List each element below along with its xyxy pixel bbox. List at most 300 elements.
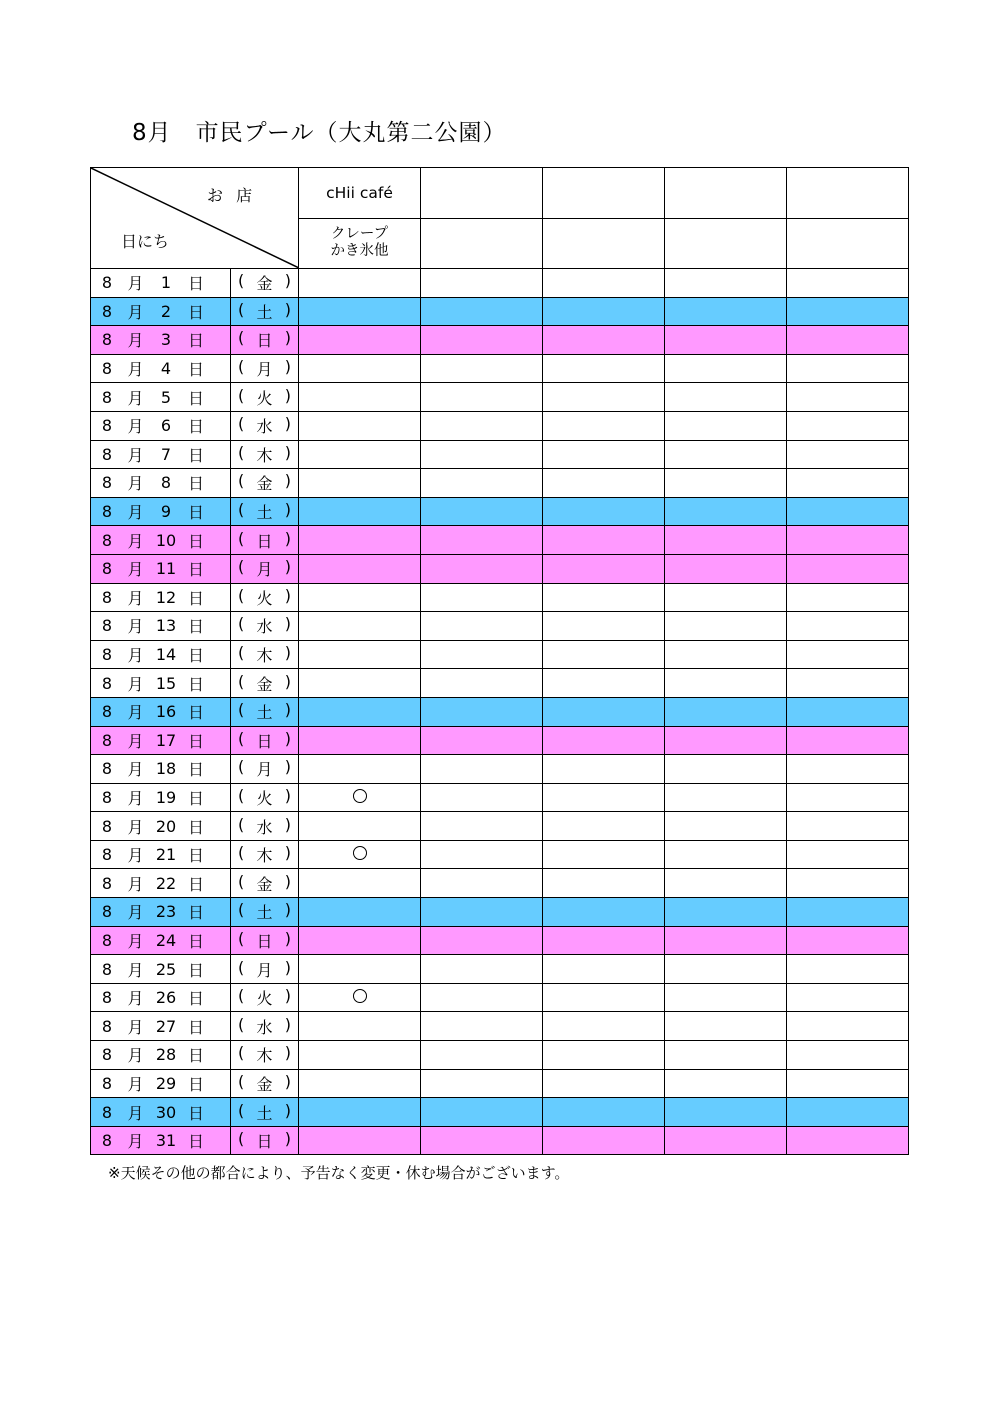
day-row <box>91 869 909 898</box>
paren-open: ( <box>238 328 245 348</box>
weekday-label: 水 <box>256 1017 273 1037</box>
shop-slot-cell <box>787 526 909 555</box>
shop-slot-cell <box>543 1069 665 1098</box>
month-label: 月 <box>127 588 144 608</box>
shop-desc-cell <box>543 218 665 269</box>
shop-slot-cell <box>665 669 787 698</box>
paren-close: ) <box>284 728 291 748</box>
month-label: 月 <box>127 531 144 551</box>
shop-slot-cell <box>299 326 421 355</box>
paren-close: ) <box>284 442 291 462</box>
month-label: 月 <box>127 1132 144 1152</box>
day-label: 日 <box>187 989 204 1009</box>
month-number: 8 <box>101 559 113 579</box>
month-label: 月 <box>127 474 144 494</box>
date-cell <box>91 955 231 984</box>
open-circle-icon <box>353 989 367 1003</box>
shop-slot-cell <box>299 983 421 1012</box>
day-label: 日 <box>187 817 204 837</box>
weekday-label: 日 <box>256 931 273 951</box>
paren-close: ) <box>284 385 291 405</box>
shop-slot-cell <box>665 383 787 412</box>
shop-slot-cell <box>665 898 787 927</box>
paren-open: ( <box>238 957 245 977</box>
paren-close: ) <box>284 528 291 548</box>
shop-slot-cell <box>421 898 543 927</box>
shop-slot-cell <box>543 812 665 841</box>
day-number: 9 <box>160 502 172 522</box>
month-number: 8 <box>101 1045 113 1065</box>
weekday-cell <box>231 697 299 726</box>
shop-slot-cell <box>543 297 665 326</box>
day-number: 16 <box>155 702 177 722</box>
shop-slot-cell <box>421 783 543 812</box>
day-row <box>91 840 909 869</box>
shop-slot-cell <box>421 840 543 869</box>
day-row <box>91 955 909 984</box>
day-label: 日 <box>187 274 204 294</box>
weekday-label: 金 <box>256 474 273 494</box>
weekday-cell <box>231 526 299 555</box>
shop-slot-cell <box>665 1069 787 1098</box>
paren-open: ( <box>238 643 245 663</box>
day-number: 23 <box>155 902 177 922</box>
day-label: 日 <box>187 331 204 351</box>
month-label: 月 <box>127 846 144 866</box>
paren-open: ( <box>238 986 245 1006</box>
weekday-cell <box>231 898 299 927</box>
shop-slot-cell <box>299 898 421 927</box>
date-cell <box>91 1041 231 1070</box>
shop-slot-cell <box>421 1012 543 1041</box>
month-number: 8 <box>101 473 113 493</box>
shop-slot-cell <box>543 755 665 784</box>
weekday-label: 木 <box>256 846 273 866</box>
month-label: 月 <box>127 417 144 437</box>
shop-slot-cell <box>299 697 421 726</box>
shop-slot-cell <box>787 469 909 498</box>
paren-open: ( <box>238 442 245 462</box>
shop-slot-cell <box>665 840 787 869</box>
date-cell <box>91 612 231 641</box>
paren-open: ( <box>238 385 245 405</box>
date-cell <box>91 526 231 555</box>
date-cell <box>91 812 231 841</box>
shop-slot-cell <box>787 812 909 841</box>
month-label: 月 <box>127 1103 144 1123</box>
month-label: 月 <box>127 388 144 408</box>
shop-slot-cell <box>543 440 665 469</box>
day-row <box>91 297 909 326</box>
shop-slot-cell <box>787 697 909 726</box>
shop-slot-cell <box>787 269 909 298</box>
shop-desc-cell <box>421 218 543 269</box>
weekday-cell <box>231 1041 299 1070</box>
day-number: 21 <box>155 845 177 865</box>
date-cell <box>91 326 231 355</box>
paren-close: ) <box>284 643 291 663</box>
shop-slot-cell <box>543 583 665 612</box>
shop-slot-cell <box>421 869 543 898</box>
open-circle-icon <box>353 846 367 860</box>
shop-slot-cell <box>665 640 787 669</box>
paren-close: ) <box>284 1043 291 1063</box>
shop-slot-cell <box>299 383 421 412</box>
day-row <box>91 1012 909 1041</box>
shop-slot-cell <box>787 840 909 869</box>
shop-slot-cell <box>543 898 665 927</box>
day-number: 7 <box>160 444 172 464</box>
shop-slot-cell <box>421 269 543 298</box>
month-number: 8 <box>101 730 113 750</box>
shop-slot-cell <box>665 697 787 726</box>
day-label: 日 <box>187 474 204 494</box>
month-number: 8 <box>101 301 113 321</box>
day-label: 日 <box>187 588 204 608</box>
shop-slot-cell <box>299 612 421 641</box>
paren-open: ( <box>238 1071 245 1091</box>
month-label: 月 <box>127 874 144 894</box>
weekday-cell <box>231 469 299 498</box>
weekday-label: 火 <box>256 788 273 808</box>
shop-slot-cell <box>421 383 543 412</box>
shop-slot-cell <box>421 1041 543 1070</box>
corner-diagonal-line <box>91 168 299 268</box>
month-number: 8 <box>101 359 113 379</box>
shop-slot-cell <box>299 1041 421 1070</box>
month-number: 8 <box>101 530 113 550</box>
month-label: 月 <box>127 703 144 723</box>
day-row <box>91 669 909 698</box>
weekday-label: 土 <box>256 903 273 923</box>
shop-slot-cell <box>299 1098 421 1127</box>
paren-open: ( <box>238 900 245 920</box>
shop-slot-cell <box>665 926 787 955</box>
month-label: 月 <box>127 931 144 951</box>
shop-desc-line: クレープ <box>330 226 389 243</box>
shop-slot-cell <box>665 440 787 469</box>
shop-slot-cell <box>665 955 787 984</box>
weekday-label: 木 <box>256 646 273 666</box>
weekday-label: 土 <box>256 302 273 322</box>
day-row <box>91 554 909 583</box>
weekday-cell <box>231 783 299 812</box>
weekday-label: 月 <box>256 960 273 980</box>
weekday-label: 火 <box>256 588 273 608</box>
day-label: 日 <box>187 1103 204 1123</box>
shop-slot-cell <box>299 840 421 869</box>
paren-close: ) <box>284 271 291 291</box>
shop-slot-cell <box>787 1098 909 1127</box>
day-label: 日 <box>187 417 204 437</box>
day-row <box>91 1126 909 1155</box>
shop-slot-cell <box>787 926 909 955</box>
paren-open: ( <box>238 299 245 319</box>
shop-slot-cell <box>421 1069 543 1098</box>
month-label: 月 <box>127 817 144 837</box>
paren-open: ( <box>238 1014 245 1034</box>
shop-slot-cell <box>665 1126 787 1155</box>
schedule-table <box>90 167 909 1155</box>
day-row <box>91 269 909 298</box>
shop-slot-cell <box>299 526 421 555</box>
shop-slot-cell <box>543 383 665 412</box>
shop-slot-cell <box>543 869 665 898</box>
weekday-cell <box>231 297 299 326</box>
shop-slot-cell <box>543 983 665 1012</box>
shop-slot-cell <box>421 1126 543 1155</box>
shop-slot-cell <box>421 755 543 784</box>
shop-slot-cell <box>299 440 421 469</box>
month-label: 月 <box>127 445 144 465</box>
weekday-cell <box>231 669 299 698</box>
shop-name-cell <box>543 168 665 219</box>
month-number: 8 <box>101 845 113 865</box>
paren-open: ( <box>238 814 245 834</box>
shop-slot-cell <box>665 269 787 298</box>
shop-slot-cell <box>665 411 787 440</box>
day-number: 10 <box>155 530 177 550</box>
paren-close: ) <box>284 785 291 805</box>
paren-open: ( <box>238 585 245 605</box>
month-number: 8 <box>101 759 113 779</box>
month-number: 8 <box>101 1102 113 1122</box>
shop-slot-cell <box>665 1012 787 1041</box>
month-label: 月 <box>127 788 144 808</box>
day-row <box>91 411 909 440</box>
paren-open: ( <box>238 500 245 520</box>
paren-close: ) <box>284 871 291 891</box>
shop-slot-cell <box>299 726 421 755</box>
paren-open: ( <box>238 557 245 577</box>
day-row <box>91 469 909 498</box>
paren-open: ( <box>238 843 245 863</box>
shop-slot-cell <box>543 269 665 298</box>
shop-slot-cell <box>665 812 787 841</box>
shop-name-cell <box>421 168 543 219</box>
shop-slot-cell <box>787 1012 909 1041</box>
weekday-cell <box>231 411 299 440</box>
weekday-label: 土 <box>256 703 273 723</box>
shop-slot-cell <box>665 326 787 355</box>
day-number: 30 <box>155 1102 177 1122</box>
day-number: 18 <box>155 759 177 779</box>
weekday-label: 日 <box>256 1132 273 1152</box>
date-cell <box>91 669 231 698</box>
month-number: 8 <box>101 387 113 407</box>
paren-close: ) <box>284 1014 291 1034</box>
shop-slot-cell <box>421 497 543 526</box>
weekday-label: 火 <box>256 989 273 1009</box>
day-row <box>91 726 909 755</box>
paren-close: ) <box>284 614 291 634</box>
weekday-cell <box>231 383 299 412</box>
day-row <box>91 898 909 927</box>
shop-slot-cell <box>299 812 421 841</box>
shop-slot-cell <box>665 354 787 383</box>
paren-close: ) <box>284 1100 291 1120</box>
shop-slot-cell <box>299 1126 421 1155</box>
day-number: 5 <box>160 387 172 407</box>
shop-name-cell <box>665 168 787 219</box>
day-label: 日 <box>187 388 204 408</box>
paren-close: ) <box>284 557 291 577</box>
shop-slot-cell <box>299 411 421 440</box>
month-number: 8 <box>101 702 113 722</box>
weekday-cell <box>231 440 299 469</box>
shop-slot-cell <box>299 755 421 784</box>
paren-open: ( <box>238 671 245 691</box>
shop-slot-cell <box>299 1069 421 1098</box>
shop-slot-cell <box>787 583 909 612</box>
day-label: 日 <box>187 1046 204 1066</box>
shop-slot-cell <box>787 1069 909 1098</box>
shop-desc-cell <box>299 218 421 269</box>
date-cell <box>91 1098 231 1127</box>
weekday-label: 日 <box>256 731 273 751</box>
shop-slot-cell <box>543 554 665 583</box>
day-row <box>91 354 909 383</box>
shop-slot-cell <box>543 1126 665 1155</box>
date-cell <box>91 1012 231 1041</box>
day-label: 日 <box>187 760 204 780</box>
paren-close: ) <box>284 671 291 691</box>
shop-slot-cell <box>421 669 543 698</box>
shop-slot-cell <box>543 411 665 440</box>
shop-slot-cell <box>787 783 909 812</box>
weekday-cell <box>231 554 299 583</box>
month-number: 8 <box>101 502 113 522</box>
shop-slot-cell <box>665 726 787 755</box>
month-number: 8 <box>101 959 113 979</box>
date-cell <box>91 840 231 869</box>
month-label: 月 <box>127 731 144 751</box>
shop-slot-cell <box>299 869 421 898</box>
month-number: 8 <box>101 988 113 1008</box>
shop-slot-cell <box>299 497 421 526</box>
weekday-label: 月 <box>256 760 273 780</box>
day-number: 8 <box>160 473 172 493</box>
shop-slot-cell <box>787 1126 909 1155</box>
day-number: 3 <box>160 330 172 350</box>
shop-slot-cell <box>665 297 787 326</box>
shop-slot-cell <box>543 497 665 526</box>
shop-slot-cell <box>787 755 909 784</box>
paren-open: ( <box>238 928 245 948</box>
day-number: 13 <box>155 616 177 636</box>
paren-open: ( <box>238 728 245 748</box>
month-label: 月 <box>127 1074 144 1094</box>
day-label: 日 <box>187 302 204 322</box>
day-label: 日 <box>187 360 204 380</box>
day-number: 4 <box>160 359 172 379</box>
shop-slot-cell <box>421 697 543 726</box>
paren-open: ( <box>238 414 245 434</box>
day-row <box>91 383 909 412</box>
day-label: 日 <box>187 731 204 751</box>
shop-slot-cell <box>665 783 787 812</box>
shop-slot-cell <box>421 526 543 555</box>
date-cell <box>91 497 231 526</box>
day-row <box>91 755 909 784</box>
day-number: 20 <box>155 816 177 836</box>
weekday-label: 木 <box>256 445 273 465</box>
day-row <box>91 326 909 355</box>
day-label: 日 <box>187 1017 204 1037</box>
shop-slot-cell <box>787 297 909 326</box>
shop-slot-cell <box>665 612 787 641</box>
date-cell <box>91 898 231 927</box>
paren-open: ( <box>238 1043 245 1063</box>
weekday-cell <box>231 955 299 984</box>
shop-slot-cell <box>421 983 543 1012</box>
month-number: 8 <box>101 1016 113 1036</box>
date-cell <box>91 640 231 669</box>
shop-slot-cell <box>787 640 909 669</box>
day-label: 日 <box>187 560 204 580</box>
shop-slot-cell <box>299 1012 421 1041</box>
month-label: 月 <box>127 1046 144 1066</box>
shop-slot-cell <box>421 297 543 326</box>
paren-close: ) <box>284 1129 291 1149</box>
shop-slot-cell <box>787 1041 909 1070</box>
paren-open: ( <box>238 1129 245 1149</box>
day-number: 17 <box>155 730 177 750</box>
weekday-label: 月 <box>256 360 273 380</box>
shop-slot-cell <box>787 497 909 526</box>
paren-close: ) <box>284 414 291 434</box>
paren-close: ) <box>284 814 291 834</box>
shop-slot-cell <box>421 326 543 355</box>
month-number: 8 <box>101 416 113 436</box>
shop-slot-cell <box>787 554 909 583</box>
weekday-cell <box>231 840 299 869</box>
day-row <box>91 1098 909 1127</box>
shop-slot-cell <box>665 554 787 583</box>
day-row <box>91 1069 909 1098</box>
shop-slot-cell <box>421 583 543 612</box>
day-row <box>91 697 909 726</box>
month-number: 8 <box>101 587 113 607</box>
date-cell <box>91 440 231 469</box>
paren-close: ) <box>284 328 291 348</box>
date-cell <box>91 297 231 326</box>
shop-slot-cell <box>421 411 543 440</box>
date-cell <box>91 755 231 784</box>
month-label: 月 <box>127 989 144 1009</box>
weekday-cell <box>231 1069 299 1098</box>
day-label: 日 <box>187 788 204 808</box>
month-number: 8 <box>101 787 113 807</box>
weekday-label: 日 <box>256 531 273 551</box>
day-number: 12 <box>155 587 177 607</box>
paren-close: ) <box>284 471 291 491</box>
date-cell <box>91 269 231 298</box>
day-label: 日 <box>187 903 204 923</box>
date-cell <box>91 1126 231 1155</box>
month-label: 月 <box>127 760 144 780</box>
day-label: 日 <box>187 503 204 523</box>
weekday-label: 金 <box>256 1074 273 1094</box>
weekday-label: 金 <box>256 274 273 294</box>
weekday-cell <box>231 1012 299 1041</box>
date-cell <box>91 469 231 498</box>
shop-slot-cell <box>787 983 909 1012</box>
weekday-cell <box>231 640 299 669</box>
date-cell <box>91 697 231 726</box>
footnote: ※天候その他の都合により、予告なく変更・休む場合がございます。 <box>108 1164 570 1182</box>
day-label: 日 <box>187 1132 204 1152</box>
